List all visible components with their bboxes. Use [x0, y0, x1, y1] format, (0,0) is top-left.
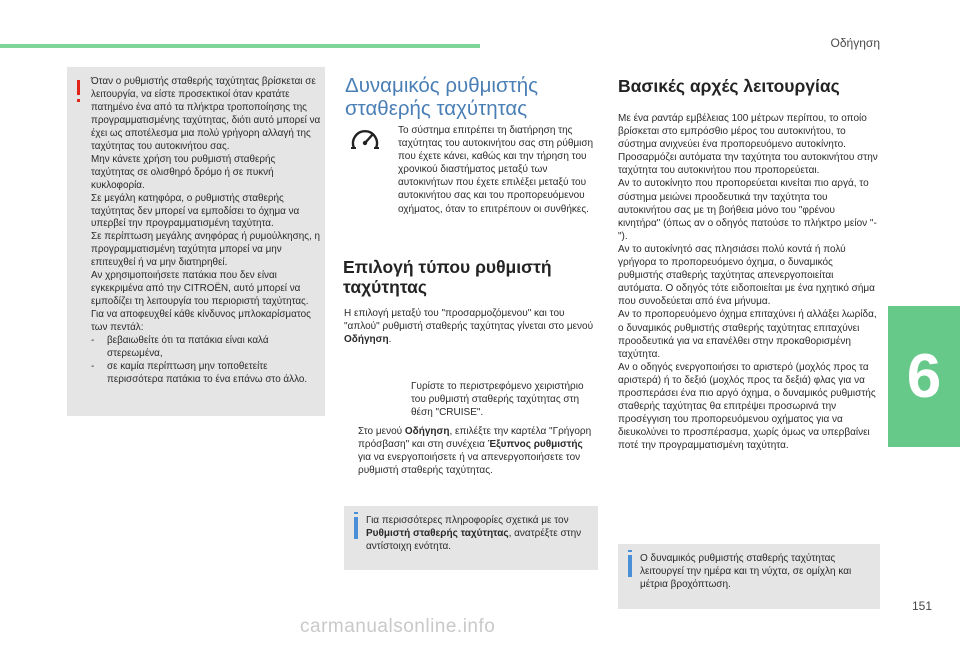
info-icon-bar — [354, 517, 358, 539]
intro-text: Το σύστημα επιτρέπει τη διατήρηση της ταχύτητας του αυτοκινήτου σας στη ρύθμιση που έχετε κάνει, καθώς και την τήρηση του χρονικού διαστήματος μεταξύ των αυτοκινήτων που έχετε επιλέξει μεταξύ του αυτοκινήτου σας και του προπορευόμενου οχήματος, όταν το επιτρέπουν οι συνθήκες. — [398, 125, 594, 215]
menu-name: Οδήγηση — [344, 334, 389, 346]
info-text: Ο δυναμικός ρυθμιστής σταθερής ταχύτητας λειτουργεί την ημέρα και τη νύχτα, σε ομίχλη και μέτρια βροχόπτωση. — [640, 553, 852, 591]
info-icon-bar — [628, 555, 632, 577]
warning-paragraph: Όταν ο ρυθμιστής σταθερής ταχύτητας βρίσκεται σε λειτουργία, να είστε προσεκτικοί όταν κρατάτε πατημένο ένα από τα πλήκτρα τροποποίησης της προγραμματισμένης ταχύτητας, διότι αυτό μπορεί να έχει ως αποτέλεσμα μια πολύ γρήγορη αλλαγή της ταχύτητας του αυτοκινήτου σας. — [91, 76, 321, 152]
principles-paragraph: Αν το αυτοκίνητό σας πλησιάσει πολύ κοντά ή πολύ γρήγορα το προπορευόμενο όχημα, ο δυναμικός ρυθμιστής σταθερής ταχύτητας απενεργοποιείται αυτόματα. Ο οδηγός τότε ειδοποιείται με ένα ηχητικό σήμα που συνοδεύεται από ένα μήνυμα. — [618, 243, 875, 308]
step-menu: Στο μενού Οδήγηση, επιλέξτε την καρτέλα "Γρήγορη πρόσβαση" και στη συνέχεια Έξυπνος ρυθμιστής για να ενεργοποιήσετε ή να απενεργοποιήσετε τον ρυθμιστή σταθερής ταχύτητας. — [344, 425, 594, 477]
chapter-tab: 6 — [888, 306, 960, 447]
principles-paragraph: Αν ο οδηγός ενεργοποιήσει το αριστερό (μοχλός προς τα αριστερά) ή το δεξιό (μοχλός προς τα δεξιά) φλας για να προσπεράσει ένα πιο αργό όχημα, ο δυναμικός ρυθμιστής σταθερής ταχύτητας θα επιτρέψει προσωρινά την προσέγγιση του προπορευόμενου οχήματος για να διευκολύνει το προσπέρασμα, χωρίς όμως να υπερβαίνει ποτέ την προγραμματισμένη ταχύτητα. — [618, 361, 876, 452]
warning-paragraph: Σε περίπτωση μεγάλης ανηφόρας ή ρυμούλκησης, η προγραμματισμένη ταχύτητα μπορεί να μην επιτευχθεί ή να μην διατηρηθεί. — [91, 231, 320, 269]
page-number: 151 — [912, 599, 933, 613]
selection-text: Η επιλογή μεταξύ του "προσαρμοζόμενου" και του "απλού" ρυθμιστή σταθερής ταχύτητας γίνεται στο μενού Οδήγηση. — [344, 308, 594, 346]
warning-paragraph: Αν χρησιμοποιήσετε πατάκια που δεν είναι εγκεκριμένα από την CITROËN, αυτό μπορεί να εμποδίζει τη λειτουργία του περιοριστή ταχύτητας. — [91, 270, 309, 308]
principles-paragraph: Προσαρμόζει αυτόματα την ταχύτητα του αυτοκινήτου στην ταχύτητα του αυτοκινήτου που προπορεύεται. — [618, 152, 878, 177]
warning-bullet: - σε καμία περίπτωση μην τοποθετείτε περισσότερα πατάκια το ένα επάνω στο άλλο. — [91, 360, 308, 385]
cruise-control-icon — [349, 126, 381, 154]
arrow-icon — [397, 380, 411, 419]
header-accent-bar — [0, 44, 480, 48]
feature-name: Έξυπνος ρυθμιστής — [487, 439, 583, 451]
warning-paragraph: Για να αποφευχθεί κάθε κίνδυνος μπλοκαρίσματος των πεντάλ: — [91, 309, 311, 334]
selection-heading: Επιλογή τύπου ρυθμιστή ταχύτητας — [343, 257, 552, 297]
step-rotary-control: Γυρίστε το περιστρεφόμενο χειριστήριο του ρυθμιστή σταθερής ταχύτητας στη θέση "CRUISE". — [397, 380, 597, 419]
info-icon — [628, 550, 632, 552]
info-box — [344, 506, 598, 570]
watermark: carmanualsonline.info — [300, 616, 496, 637]
warning-bullet: - βεβαιωθείτε ότι τα πατάκια είναι καλά στερεωμένα, — [91, 335, 269, 360]
warning-icon-dot — [77, 99, 80, 102]
warning-paragraph: Μην κάνετε χρήση του ρυθμιστή σταθερής ταχύτητας σε ολισθηρό δρόμο ή σε πυκνή κυκλοφορία. — [91, 153, 276, 191]
info-text: Για περισσότερες πληροφορίες σχετικά με τον Ρυθμιστή σταθερής ταχύτητας, ανατρέξτε στην αντίστοιχη ενότητα. — [366, 515, 582, 553]
menu-name: Οδήγηση — [404, 426, 450, 437]
arrow-icon — [344, 425, 358, 477]
principles-paragraph: Με ένα ραντάρ εμβέλειας 100 μέτρων περίπου, το οποίο βρίσκεται στο εμπρόσθιο μέρος του αυτοκινήτου, το σύστημα ανιχνεύει ένα προπορευόμενο αυτοκίνητο. — [618, 113, 867, 151]
info-box — [618, 544, 880, 609]
warning-paragraph: Σε μεγάλη κατηφόρα, ο ρυθμιστής σταθερής ταχύτητας δεν μπορεί να εμποδίσει το όχημα να υπερβεί την προγραμματισμένη ταχύτητα. — [91, 192, 300, 230]
principles-heading: Βασικές αρχές λειτουργίας — [618, 76, 840, 96]
warning-box — [67, 67, 325, 416]
principles-text — [618, 112, 878, 452]
info-icon — [354, 512, 358, 514]
section-title: Οδήγηση — [830, 36, 880, 50]
principles-paragraph: Αν το προπορευόμενο όχημα επιταχύνει ή αλλάξει λωρίδα, ο δυναμικός ρυθμιστής σταθερής ταχύτητας επιταχύνει προοδευτικά για να επανέλθει στην προκαθορισμένη ταχύτητα. — [618, 309, 877, 360]
main-heading: Δυναμικός ρυθμιστής σταθερής ταχύτητας — [345, 74, 539, 120]
principles-paragraph: Αν το αυτοκίνητο που προπορεύεται κινείται πιο αργά, το σύστημα μειώνει προοδευτικά την ταχύτητα του αυτοκινήτου σας με τη βοήθεια μόνο του "φρένου κινητήρα" (όπως αν ο οδηγός πατούσε το πλήκτρο μείον "-"). — [618, 178, 877, 242]
warning-text — [91, 76, 321, 387]
warning-icon — [77, 80, 80, 95]
